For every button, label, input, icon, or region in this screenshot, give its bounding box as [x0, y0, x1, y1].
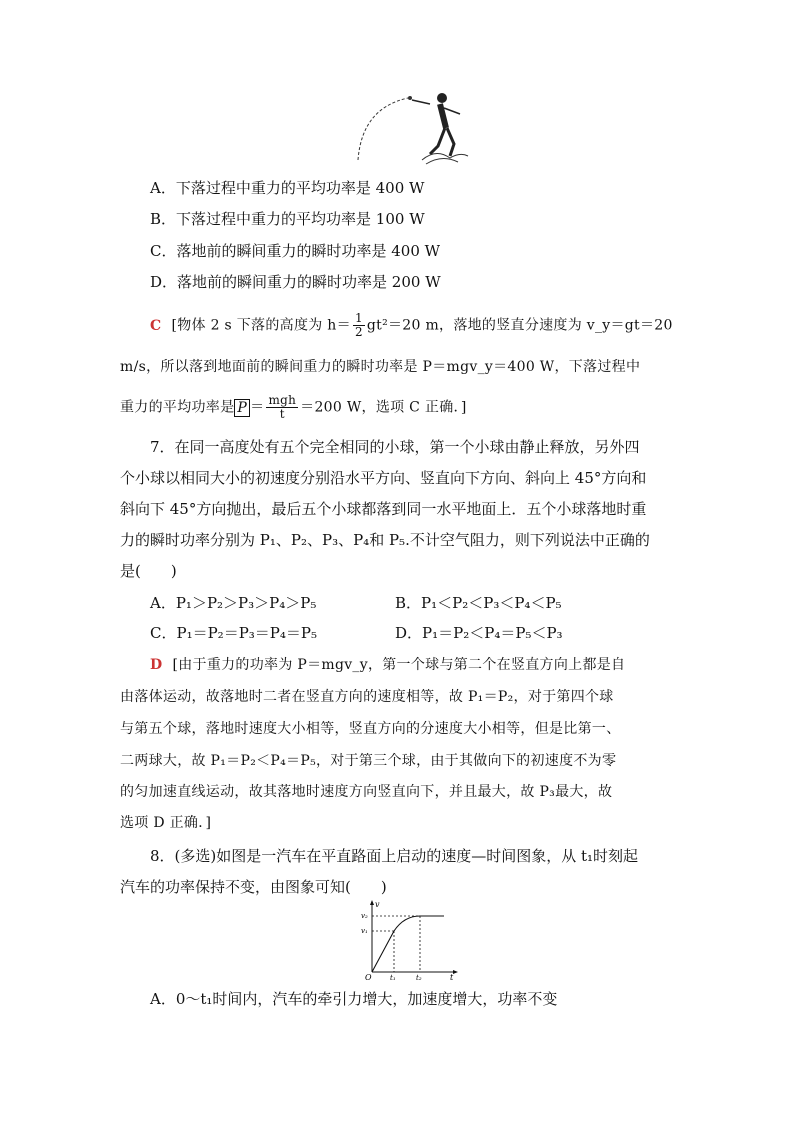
graph-velocity-curve [372, 916, 444, 972]
q7-option-d: D．P₁＝P₂＜P₄＝P₅＜P₃ [395, 624, 563, 642]
q6-fraction-half: $\frac{1}{2}$ [354, 311, 363, 339]
graph-label-t: t [450, 973, 454, 982]
q7-option-a: A．P₁＞P₂＞P₃＞P₄＞P₅ [150, 594, 317, 612]
q8-question-line-2: 汽车的功率保持不变，由图象可知( ) [120, 878, 387, 896]
q6-sol-l1-pre: [物体 2 s 下落的高度为 h＝ [171, 317, 351, 334]
q6-option-c: C．落地前的瞬间重力的瞬时功率是 400 W [150, 242, 441, 260]
graph-label-t2: t₂ [416, 974, 422, 982]
q6-solution-line-3: 重力的平均功率是 P ＝ $\frac{\text{mgh}}{t}$ ＝200 W，选项 C 正确．] [120, 393, 467, 421]
q7-solution-line-5: 的匀加速直线运动，故其落地时速度方向竖直向下，并且最大，故 P₃最大，故 [120, 784, 613, 800]
q6-answer: C [150, 317, 162, 334]
q7-question-line-2: 个小球以相同大小的初速度分别沿水平方向、竖直向下方向、斜向上 45°方向和 [120, 469, 647, 487]
q7-solution-line-1: D [由于重力的功率为 P＝mgv_y，第一个球与第二个在竖直方向上都是自 [150, 657, 626, 673]
q7-question-line-4: 力的瞬时功率分别为 P₁、P₂、P₃、P₄和 P₅.不计空气阻力，则下列说法中正确的 [120, 531, 650, 549]
velocity-time-graph [358, 898, 462, 982]
q6-option-a: A．下落过程中重力的平均功率是 400 W [150, 179, 425, 197]
q6-fraction-mgh-t: $\frac{\text{mgh}}{t}$ [268, 393, 297, 421]
q6-option-b: B．下落过程中重力的平均功率是 100 W [150, 210, 425, 228]
q7-option-b: B．P₁＜P₂＜P₃＜P₄＜P₅ [395, 594, 562, 612]
q6-average-power-symbol: P [234, 399, 250, 417]
q7-solution-line-2: 由落体运动，故落地时二者在竖直方向的速度相等，故 P₁＝P₂，对于第四个球 [120, 689, 614, 705]
q6-sol-l1-post: gt²＝20 m，落地的竖直分速度为 v_y＝gt＝20 [366, 317, 673, 334]
graph-label-v: v [375, 900, 380, 909]
q7-solution-line-3: 与第五个球，落地时速度大小相等，竖直方向的分速度大小相等，但是比第一、 [120, 721, 621, 737]
q7-solution-line-4: 二两球大，故 P₁＝P₂＜P₄＝P₅，对于第三个球，由于其做向下的初速度不为零 [120, 753, 617, 769]
q7-solution-line-6: 选项 D 正确．] [120, 815, 212, 831]
q6-solution-line-2: m/s，所以落到地面前的瞬间重力的瞬时功率是 P＝mgv_y＝400 W，下落过程中 [120, 359, 641, 375]
graph-label-origin: O [365, 973, 372, 982]
graph-label-t1: t₁ [390, 974, 396, 982]
q7-option-c: C．P₁＝P₂＝P₃＝P₄＝P₅ [150, 624, 318, 642]
graph-label-v1: v₁ [361, 927, 368, 935]
graph-label-v2: v₂ [361, 912, 368, 920]
q7-question-line-5: 是( ) [120, 562, 177, 580]
q7-answer: D [150, 657, 163, 673]
q8-question-line-1: 8．(多选)如图是一汽车在平直路面上启动的速度—时间图象，从 t₁时刻起 [150, 847, 639, 865]
q8-option-a: A．0～t₁时间内，汽车的牵引力增大，加速度增大，功率不变 [150, 990, 558, 1008]
q7-question-line-1: 7．在同一高度处有五个完全相同的小球，第一个小球由静止释放，另外四 [150, 438, 640, 456]
q7-question-line-3: 斜向下 45°方向抛出，最后五个小球都落到同一水平地面上．五个小球落地时重 [120, 500, 647, 518]
q6-option-d: D．落地前的瞬间重力的瞬时功率是 200 W [150, 273, 441, 291]
throwing-figure [350, 88, 480, 168]
q6-solution-line-1 [150, 312, 673, 339]
